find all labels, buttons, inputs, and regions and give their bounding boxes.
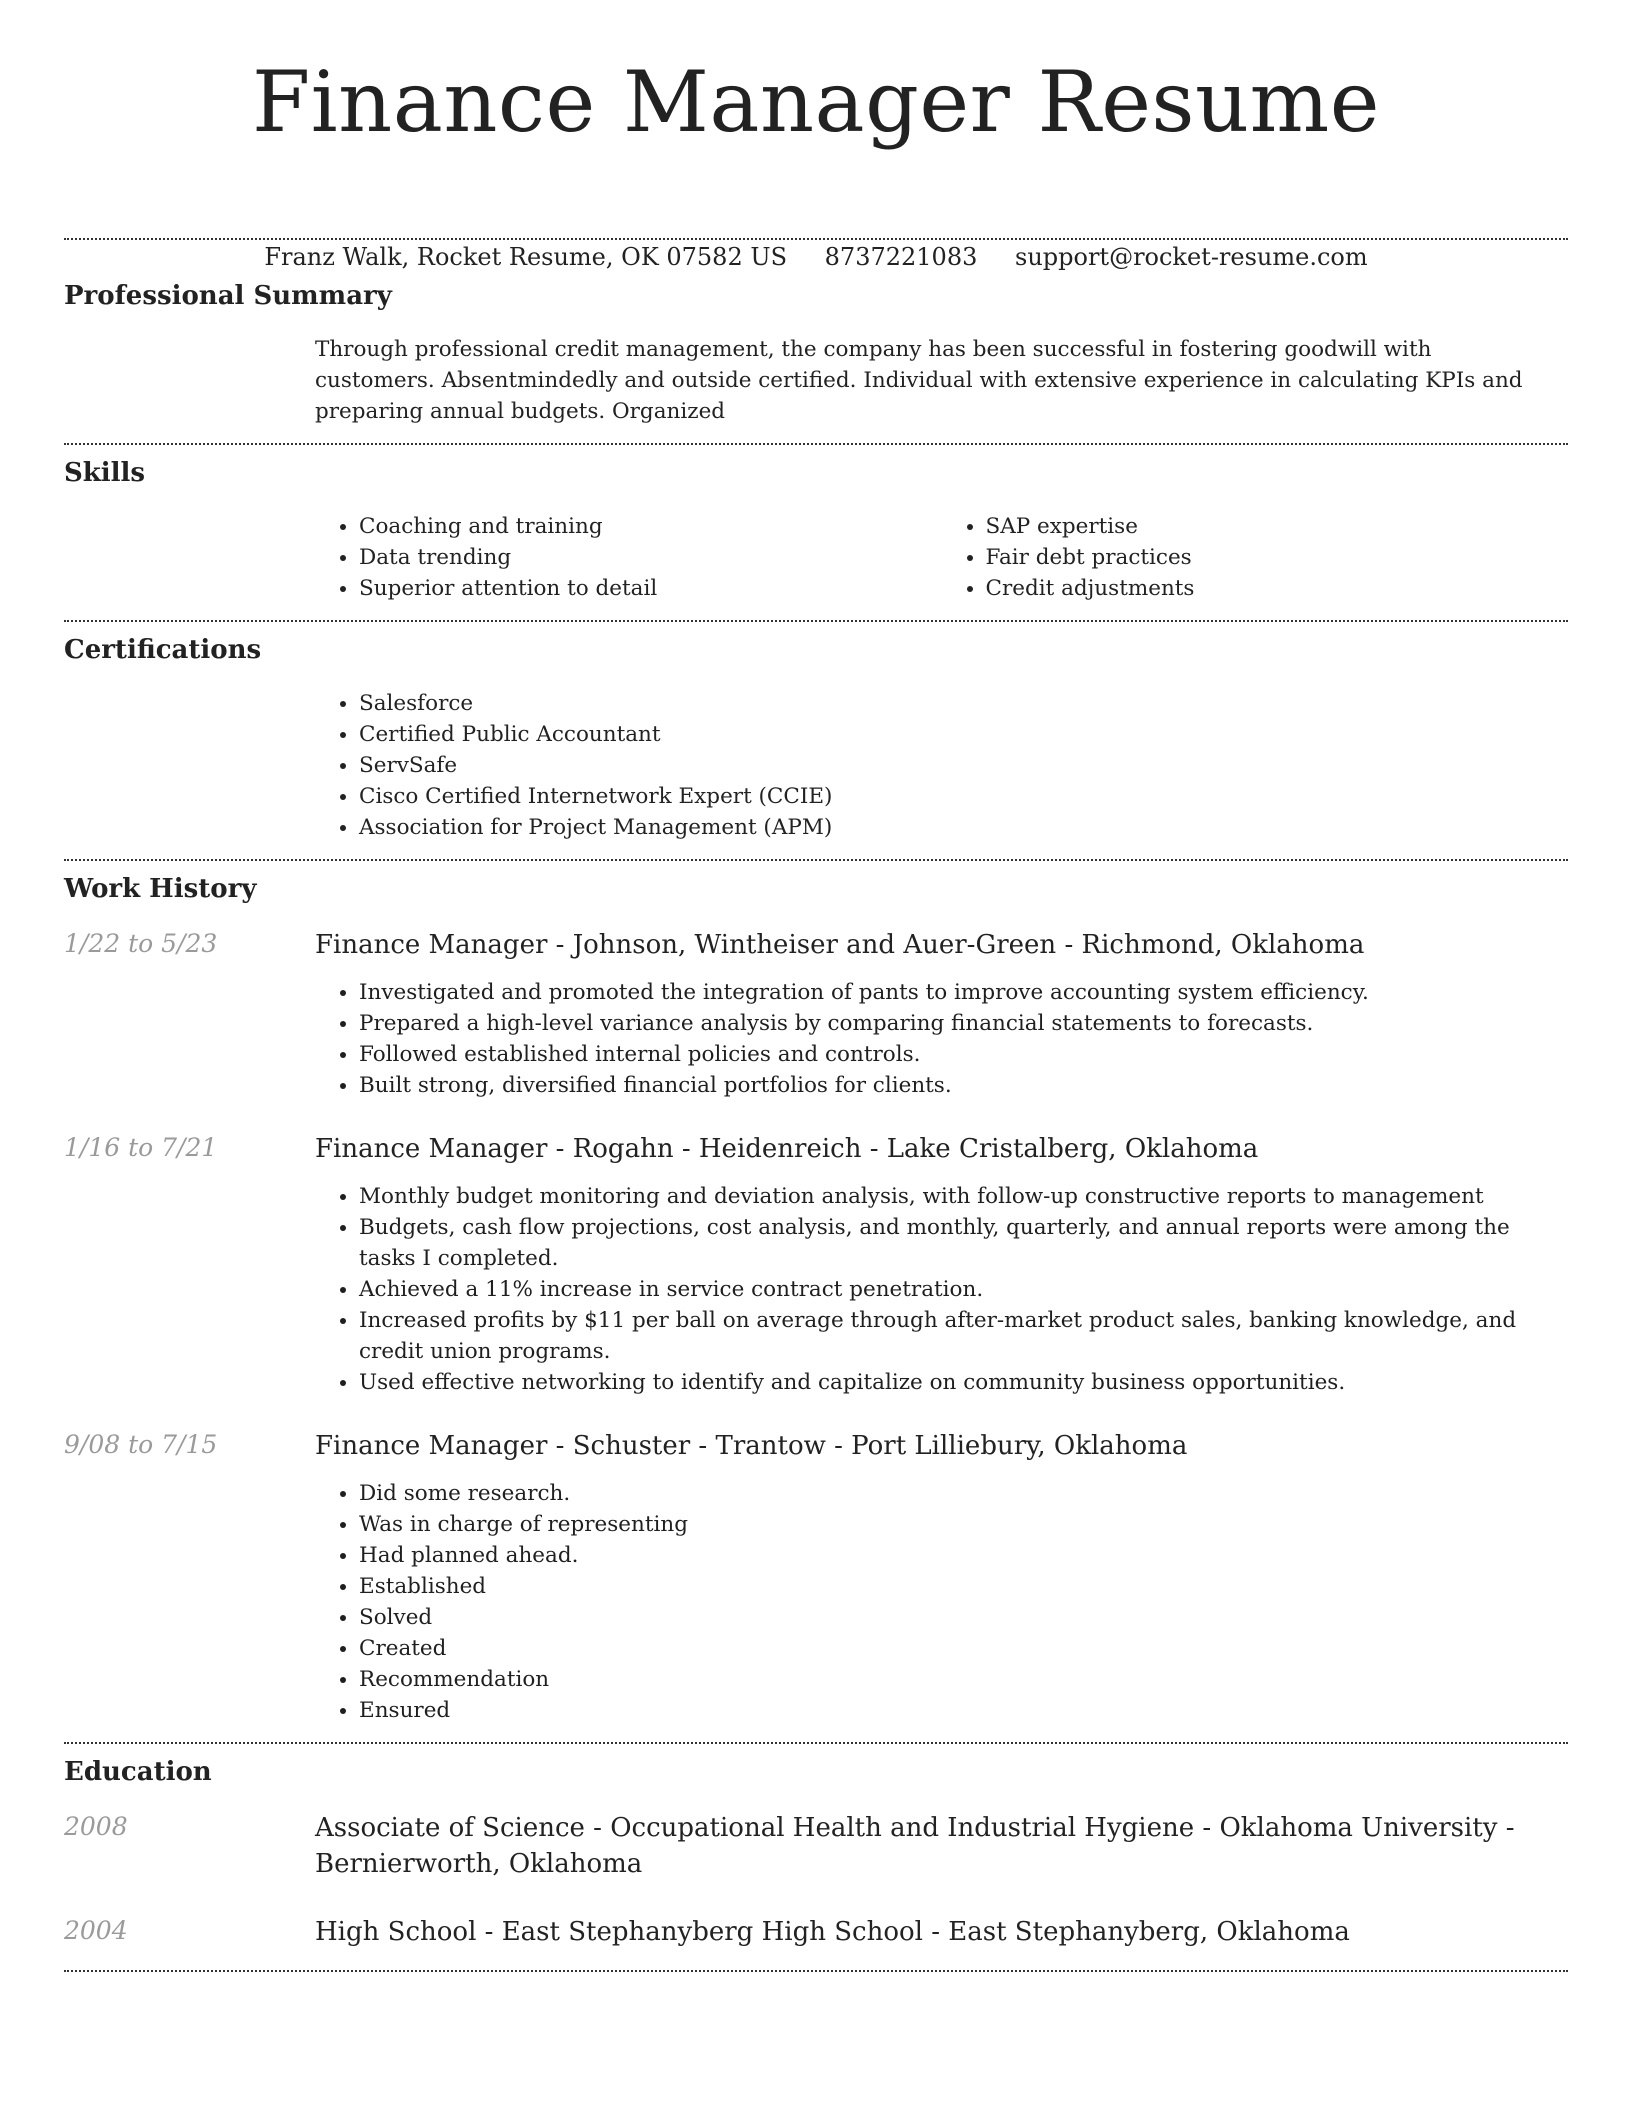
section-summary [64,240,1568,427]
certifications-list [315,688,1568,843]
job-title: Finance Manager - Schuster - Trantow - Port Lilliebury, Oklahoma [315,1431,1188,1461]
education-year: 2004 [64,1916,128,1945]
job-bullet: • Budgets, cash flow projections, cost analysis, and monthly, quarterly, and annual reports were among the tasks I completed. [359,1212,1568,1274]
job-entry [64,927,1568,1101]
skill-item: • SAP expertise [986,511,1569,542]
certification-item: • Cisco Certified Internetwork Expert (CCIE) [359,781,1568,812]
section-title-skills: Skills [64,458,146,488]
job-bullet: • Used effective networking to identify and capitalize on community business opportunities. [359,1367,1568,1398]
job-dates: 1/16 to 7/21 [64,1133,218,1162]
skills-columns [315,511,1568,604]
job-bullet: • Achieved a 11% increase in service contract penetration. [359,1274,1568,1305]
certification-item: • Salesforce [359,688,1568,719]
section-title-certifications: Certifications [64,635,262,665]
certification-item: • ServSafe [359,750,1568,781]
section-skills [64,445,1568,604]
section-title-summary: Professional Summary [64,281,392,311]
section-certifications [64,622,1568,843]
contact-email: support@rocket-resume.com [1015,243,1368,271]
divider [64,1970,1568,1972]
job-bullet: • Followed established internal policies and controls. [359,1039,1568,1070]
page-title: Finance Manager Resume [251,53,1381,151]
education-school: - East Stephanyberg High School - East Stephanyberg, Oklahoma [476,1917,1350,1947]
skill-item: • Credit adjustments [986,573,1569,604]
contact-address: Franz Walk, Rocket Resume, OK 07582 US [264,243,788,271]
job-dates: 9/08 to 7/15 [64,1430,218,1459]
job-bullet: • Prepared a high-level variance analysis by comparing financial statements to forecasts. [359,1008,1568,1039]
summary-text: Through professional credit management, the company has been successful in fostering goodwill with customers. Absentmindedly and outside certified. Individual with extensive experience in calculating KPIs and preparing annual budgets. Organized [315,337,1523,424]
job-bullet: • Did some research. [359,1478,1568,1509]
section-title-education: Education [64,1757,212,1787]
job-bullet: • Solved [359,1602,1568,1633]
job-bullet: • Ensured [359,1695,1568,1726]
job-bullet: • Was in charge of representing [359,1509,1568,1540]
job-bullet: • Built strong, diversified financial portfolios for clients. [359,1070,1568,1101]
skills-left-list [315,511,942,604]
skill-item: • Coaching and training [359,511,942,542]
education-title [315,1914,1568,1950]
job-entry [64,1131,1568,1398]
certifications-content [315,688,1568,843]
skills-right-list [942,511,1569,604]
education-entry [64,1810,1568,1882]
job-bullets [315,977,1568,1101]
job-bullet: • Created [359,1633,1568,1664]
certification-item: • Association for Project Management (APM) [359,812,1568,843]
job-bullet: • Investigated and promoted the integration of pants to improve accounting system efficiency. [359,977,1568,1008]
job-bullets [315,1181,1568,1398]
job-bullet: • Established [359,1571,1568,1602]
job-bullets [315,1478,1568,1726]
section-work-history [64,861,1568,1726]
job-title: Finance Manager - Johnson, Wintheiser and Auer-Green - Richmond, Oklahoma [315,930,1365,960]
job-bullet: • Increased profits by $11 per ball on average through after-market product sales, banking knowledge, and credit union programs. [359,1305,1568,1367]
job-bullet: • Recommendation [359,1664,1568,1695]
section-title-work: Work History [64,874,257,904]
education-year: 2008 [64,1812,128,1841]
job-entry [64,1428,1568,1726]
job-bullet: • Had planned ahead. [359,1540,1568,1571]
contact-phone: 8737221083 [824,243,978,271]
education-school: - Oklahoma University - Bernierworth, Oklahoma [315,1813,1515,1879]
job-bullet: • Monthly budget monitoring and deviation analysis, with follow-up constructive reports to management [359,1181,1568,1212]
job-dates: 1/22 to 5/23 [64,929,218,958]
skill-item: • Superior attention to detail [359,573,942,604]
education-degree: High School [315,1917,477,1947]
education-degree: Associate of Science - Occupational Health and Industrial Hygiene [315,1813,1195,1843]
certification-item: • Certified Public Accountant [359,719,1568,750]
education-title [315,1810,1568,1882]
education-entry [64,1914,1568,1950]
job-title: Finance Manager - Rogahn - Heidenreich - Lake Cristalberg, Oklahoma [315,1134,1259,1164]
section-education [64,1744,1568,1950]
skill-item: • Fair debt practices [986,542,1569,573]
skill-item: • Data trending [359,542,942,573]
